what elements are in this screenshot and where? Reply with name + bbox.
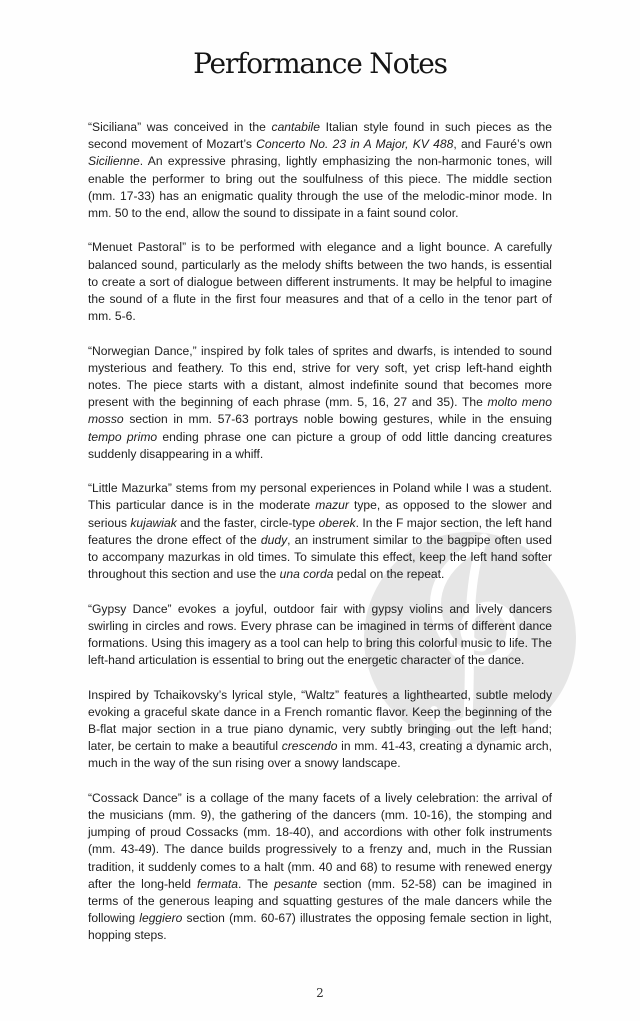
text-segment: “Menuet Pastoral” is to be performed with elegance and a light bounce. A carefully balanced sound, particularly as the melody shifts between the two hands, is essential to create a sort of dialogue between different instruments. It may be helpful to imagine the sound of a flute in the first four measures and that of a cello in the tenor part of mm. 5-6. [88, 240, 552, 324]
italic-term: una corda [279, 567, 334, 582]
paragraph-cossack-dance [88, 790, 552, 945]
text-segment: . An expressive phrasing, lightly emphasizing the non-harmonic tones, will enable the performer to bring out the soulfulness of this piece. The middle section (mm. 17-33) has an enigmatic quality through the use of the melodic-minor mode. In mm. 50 to the end, allow the sound to dissipate in a faint sound color. [88, 154, 552, 221]
italic-term: molto meno mosso [88, 395, 553, 427]
text-segment: “Siciliana” was conceived in the [88, 120, 272, 134]
italic-term: dudy [260, 532, 288, 547]
italic-term: oberek [318, 515, 356, 530]
text-segment: Italian style found in such pieces as the second movement of Mozart’s [88, 120, 552, 152]
text-segment: Inspired by Tchaikovsky’s lyrical style, “Waltz” features a lighthearted, subtle melody evoking a graceful skate dance in a French romantic flavor. Keep the beginning of the B-flat major section in a true piano dynamic, very subtly bringing out the left hand; later, be certain to make a beautiful [88, 687, 552, 754]
text-segment: . The [238, 876, 275, 891]
italic-term: mazur [315, 498, 349, 513]
italic-term: cantabile [271, 120, 320, 134]
paragraph-norwegian-dance [88, 343, 552, 463]
paragraph-gypsy-dance [88, 601, 552, 670]
text-segment: , an instrument similar to the bagpipe often used to accompany mazurkas in old times. To simulate this effect, keep the left hand softer throughout this section and use the [88, 532, 552, 582]
text-segment: ending phrase one can picture a group of odd little dancing creatures suddenly disappearing in a whiff. [88, 429, 552, 461]
page-number: 2 [316, 985, 324, 1000]
text-segment: “Norwegian Dance,” inspired by folk tales of sprites and dwarfs, is intended to sound mysterious and feathery. To this end, strive for very soft, yet crisp left-hand eighth notes. The piece starts with a distant, almost indefinite sound that becomes more present with the beginning of each phrase (mm. 5, 16, 27 and 35). The [88, 343, 552, 410]
performance-notes-body [88, 119, 552, 945]
italic-term: tempo primo [88, 429, 158, 444]
text-segment: section in mm. 57-63 portrays noble bowing gestures, while in the ensuing [123, 412, 552, 427]
text-segment: , and Fauré’s own [453, 137, 552, 152]
paragraph-menuet-pastoral [88, 239, 552, 325]
text-segment: and the faster, circle-type [176, 515, 319, 530]
italic-term: pesante [274, 876, 318, 891]
text-segment: “Little Mazurka” stems from my personal experiences in Poland while I was a student. This particular dance is in the moderate [88, 481, 552, 513]
text-segment: in mm. 41-43, creating a dynamic arch, much in the way of the sun rising over a snowy landscape. [88, 739, 552, 771]
text-segment: section (mm. 52-58) can be imagined in terms of the generous leaping and squatting gestures of the male dancers while the following [88, 876, 552, 926]
italic-term: leggiero [139, 911, 183, 926]
page-title: Performance Notes [193, 47, 447, 80]
text-segment: pedal on the repeat. [333, 567, 445, 582]
text-segment: “Gypsy Dance” evokes a joyful, outdoor fair with gypsy violins and lively dancers swirling in circles and rows. Every phrase can be imagined in terms of different dance formations. Using this imagery as a tool can help to bring this colorful music to life. The left-hand articulation is essential to bring out the energetic character of the dance. [88, 601, 552, 668]
italic-term: fermata [197, 876, 239, 891]
text-segment: . In the F major section, the left hand features the drone effect of the [88, 515, 552, 547]
text-segment: “Cossack Dance” is a collage of the many facets of a lively celebration: the arrival of the musicians (mm. 9), the gathering of the dancers (mm. 10-16), the stomping and jumping of proud Cossacks (mm. 18-40), and accordions with other folk instruments (mm. 43-49). The dance builds progressively to a frenzy and, much in the Russian tradition, it suddenly comes to a halt (mm. 40 and 68) to resume with renewed energy after the long-held [88, 790, 552, 891]
text-segment: section (mm. 60-67) illustrates the opposing female section in light, hopping steps. [88, 911, 552, 943]
paragraph-little-mazurka [88, 480, 552, 583]
italic-term: kujawiak [130, 515, 177, 530]
text-segment: type, as opposed to the slower and serious [88, 498, 552, 530]
italic-term: Concerto No. 23 in A Major, KV 488 [256, 137, 454, 152]
italic-term: crescendo [281, 739, 338, 754]
paragraph-siciliana [88, 119, 552, 222]
paragraph-waltz [88, 687, 552, 773]
italic-term: Sicilienne [88, 154, 140, 169]
